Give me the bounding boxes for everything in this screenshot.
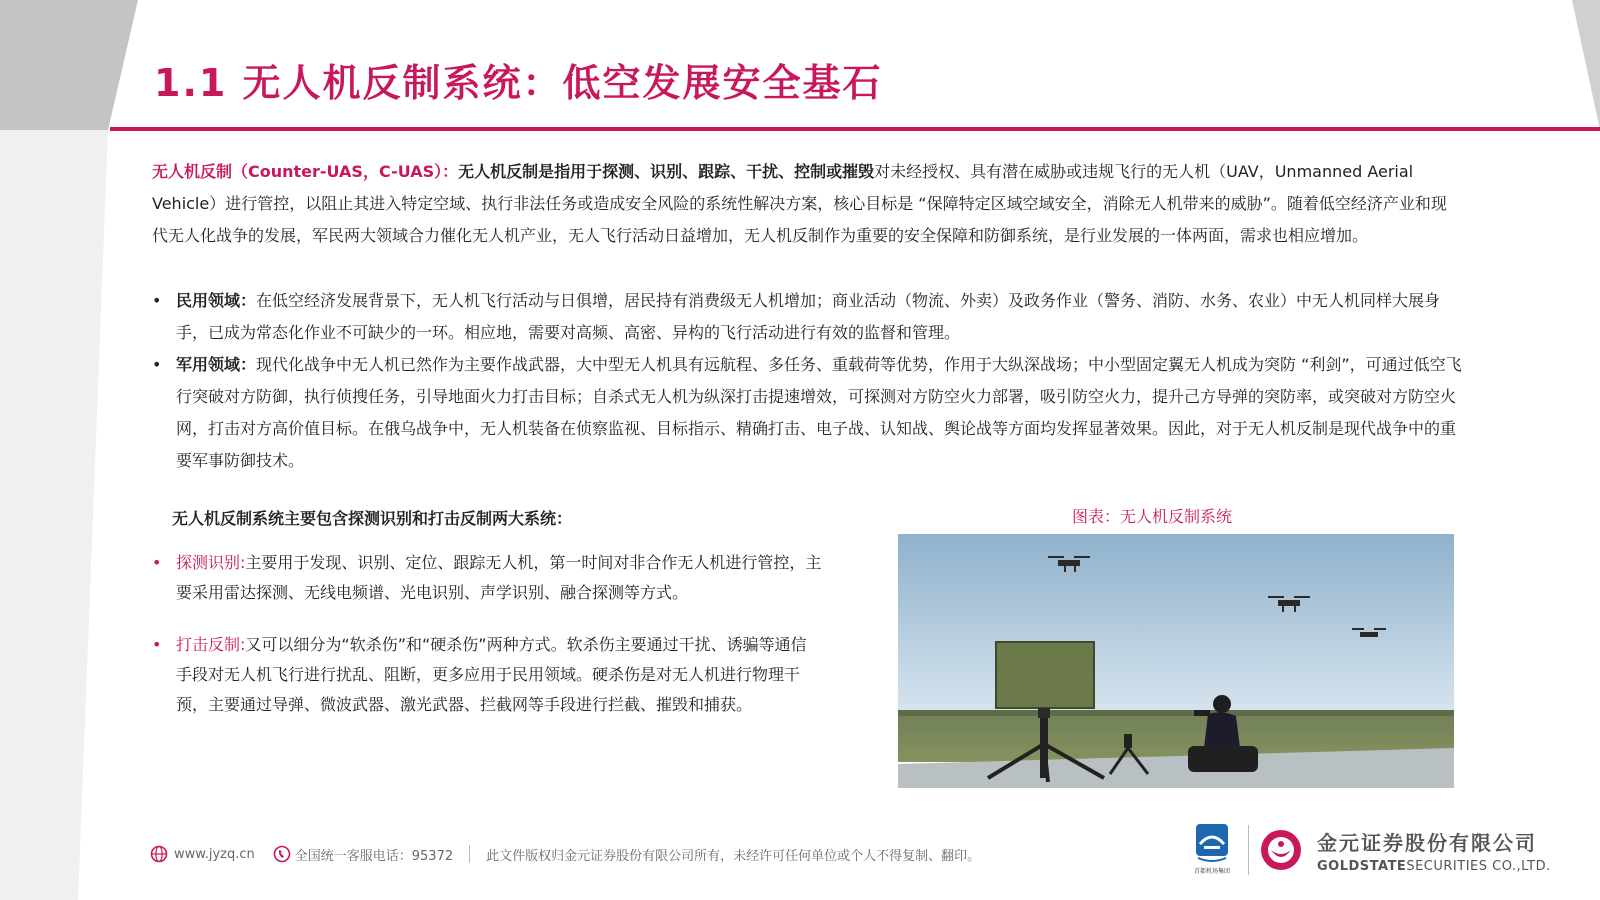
intro-body: 对未经授权、具有潜在威胁或违规飞行的无人机（UAV，Unmanned Aerial Vehicle）进行管控，以阻止其进入特定空域、执行非法任务或造成安全风险的系统性解决方案，核心目标是 “保障特定区域空域安全，消除无人机带来的威胁”。随着低空经济产业和现代无人化战争的发展，军民两大领域合力催化无人机产业，无人飞行活动日益增加，无人机反制作为重要的安全保障和防御系统，是行业发展的一体两面，需求也相应增加。 — [152, 162, 1447, 245]
bullet-label: 军用领域： — [176, 355, 257, 374]
subsystems-title: 无人机反制系统主要包含探测识别和打击反制两大系统： — [172, 509, 573, 528]
bullet-text: 在低空经济发展背景下，无人机飞行活动与日俱增，居民持有消费级无人机增加；商业活动（物流、外卖）及政务作业（警务、消防、水务、农业）中无人机同样大展身手，已成为常态化作业不可缺少的一环。相应地，需要对高频、高密、异构的飞行活动进行有效的监督和管理。 — [176, 291, 1441, 342]
bullet-marker: • — [152, 553, 162, 572]
footer-logos — [1184, 818, 1551, 882]
bullet-marker: • — [152, 291, 162, 310]
bullet-label: 民用领域： — [176, 291, 257, 310]
company-name-en-bold: GOLDSTATE — [1317, 858, 1407, 874]
page-title: 1.1 无人机反制系统：低空发展安全基石 — [154, 61, 883, 105]
footer-bar — [150, 842, 980, 866]
logo-divider — [1248, 825, 1249, 875]
airport-logo-text: 首都机场集团 — [1193, 868, 1230, 875]
intro-term: 无人机反制（Counter-UAS，C-UAS）： — [152, 162, 459, 181]
photo-illustration — [898, 534, 1454, 788]
company-name-en — [1317, 859, 1551, 874]
counter-uas-photo — [898, 534, 1454, 788]
company-name-en-rest: SECURITIES CO.,LTD. — [1406, 858, 1551, 874]
subsystem-detection — [152, 548, 822, 608]
bullet-marker: • — [152, 635, 162, 654]
subsystem-text: 主要用于发现、识别、定位、跟踪无人机，第一时间对非合作无人机进行管控，主要采用雷达探测、无线电频谱、光电识别、声学识别、融合探测等方式。 — [176, 553, 822, 602]
intro-paragraph — [152, 156, 1462, 252]
subsystem-text: 又可以细分为“软杀伤”和“硬杀伤”两种方式。软杀伤主要通过干扰、诱骗等通信手段对无人机飞行进行扰乱、阻断，更多应用于民用领域。硬杀伤是对无人机进行物理干预，主要通过导弹、微波武器、激光武器、拦截网等手段进行拦截、摧毁和捕获。 — [176, 635, 807, 714]
figure-caption: 图表：无人机反制系统 — [1072, 507, 1233, 526]
subsystem-label: 探测识别: — [176, 553, 246, 572]
domain-bullet-list — [152, 285, 1462, 477]
goldstate-logo-icon — [1259, 828, 1303, 872]
title-underline — [110, 127, 1600, 131]
subsystem-countermeasure — [152, 630, 822, 720]
bullet-civil — [152, 285, 1462, 349]
subsystem-list — [152, 548, 822, 742]
footer-divider — [469, 845, 470, 863]
airport-group-logo — [1184, 820, 1240, 880]
company-name-cn: 金元证券股份有限公司 — [1317, 830, 1537, 855]
footer-hotline: 全国统一客服电话：95372 — [294, 848, 454, 864]
goldstate-logo-text — [1317, 827, 1551, 874]
airport-logo-icon — [1184, 820, 1240, 866]
footer-website[interactable]: www.jyzq.cn — [174, 846, 255, 862]
bullet-text: 现代化战争中无人机已然作为主要作战武器，大中型无人机具有远航程、多任务、重载荷等优势，作用于大纵深战场；中小型固定翼无人机成为突防 “利剑”，可通过低空飞行突破对方防御，执行侦搜任务，引导地面火力打击目标；自杀式无人机为纵深打击提速增效，可探测对方防空火力部署，吸引防空火力，提升己方导弹的突防率，或突破对方防空火网，打击对方高价值目标。在俄乌战争中，无人机装备在侦察监视、目标指示、精确打击、电子战、认知战、舆论战等方面均发挥显著效果。因此，对于无人机反制是现代战争中的重要军事防御技术。 — [176, 355, 1462, 470]
globe-icon — [150, 845, 168, 863]
phone-icon — [273, 845, 291, 863]
subsystem-label: 打击反制: — [176, 635, 246, 654]
intro-definition: 无人机反制是指用于探测、识别、跟踪、干扰、控制或摧毁 — [458, 162, 875, 181]
bullet-military — [152, 349, 1462, 477]
footer-disclaimer: 此文件版权归金元证券股份有限公司所有，未经许可任何单位或个人不得复制、翻印。 — [486, 848, 981, 864]
bullet-marker: • — [152, 355, 162, 374]
